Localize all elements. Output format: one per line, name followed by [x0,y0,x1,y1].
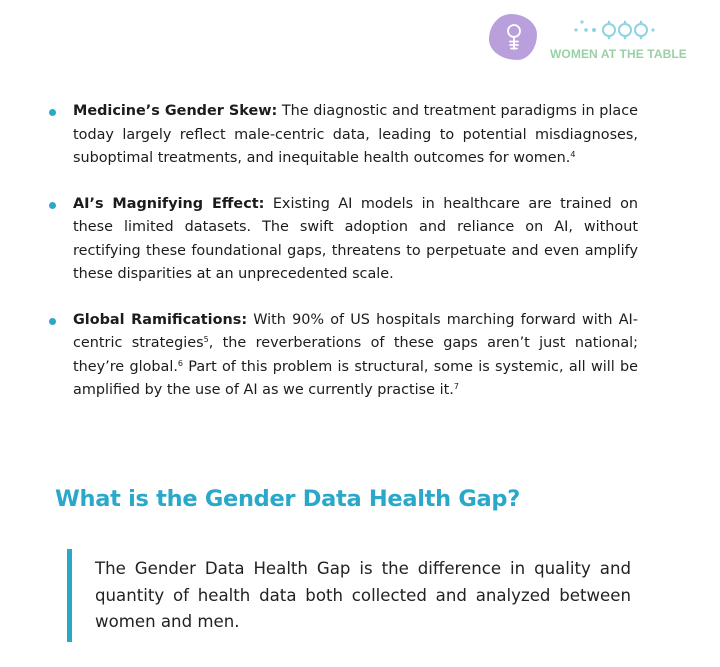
bullet-heading: AI’s Magnifying Effect: [73,195,265,212]
dots-circles-icon [572,18,664,42]
bullet-heading: Medicine’s Gender Skew: [73,103,278,119]
bullet-text: , the reverberations of these gaps aren’t just national; they’re global. [73,335,638,375]
logo-badge [489,14,537,60]
bullet-text: The diagnostic and treatment paradigms in place today largely reflect male-centric data, leading to potential misdiagnoses, suboptimal treatments, and inequitable health outcomes for women. [73,103,639,166]
logo [550,18,687,64]
footnote-ref[interactable]: 5 [203,335,209,344]
bullet-text: Existing AI models in healthcare are trained on these limited datasets. The swift adoption and reliance on AI, without rectifying these foundational gaps, threatens to perpetuate and even amplify these disparities at an unprecedented scale. [73,195,639,282]
logo-text: WOMEN AT THE TABLE [550,47,687,61]
list-item [46,100,638,171]
bullet-list [46,100,638,403]
bullet-text: Part of this problem is structural, some is systemic, all will be amplified by the use of AI as we currently practise it. [73,358,638,398]
definition-quote: The Gender Data Health Gap is the difference in quality and quantity of health data both collected and analyzed between women and men. [95,559,631,631]
footnote-ref[interactable]: 7 [453,382,459,391]
bullet-dot-icon [49,202,56,209]
bullet-heading: Global Ramifications: [73,311,248,328]
footnote-ref[interactable]: 6 [177,358,184,368]
bullet-text: With 90% of US hospitals marching forward with AI-centric strategies [73,311,638,351]
bullet-dot-icon [49,318,56,325]
footnote-ref[interactable]: 4 [570,150,576,159]
list-item [46,309,638,403]
list-item [46,193,638,287]
section-title: What is the Gender Data Health Gap? [55,486,520,512]
blockquote-bar [67,549,72,642]
bullet-dot-icon [49,109,56,116]
female-symbol-icon [489,14,537,60]
